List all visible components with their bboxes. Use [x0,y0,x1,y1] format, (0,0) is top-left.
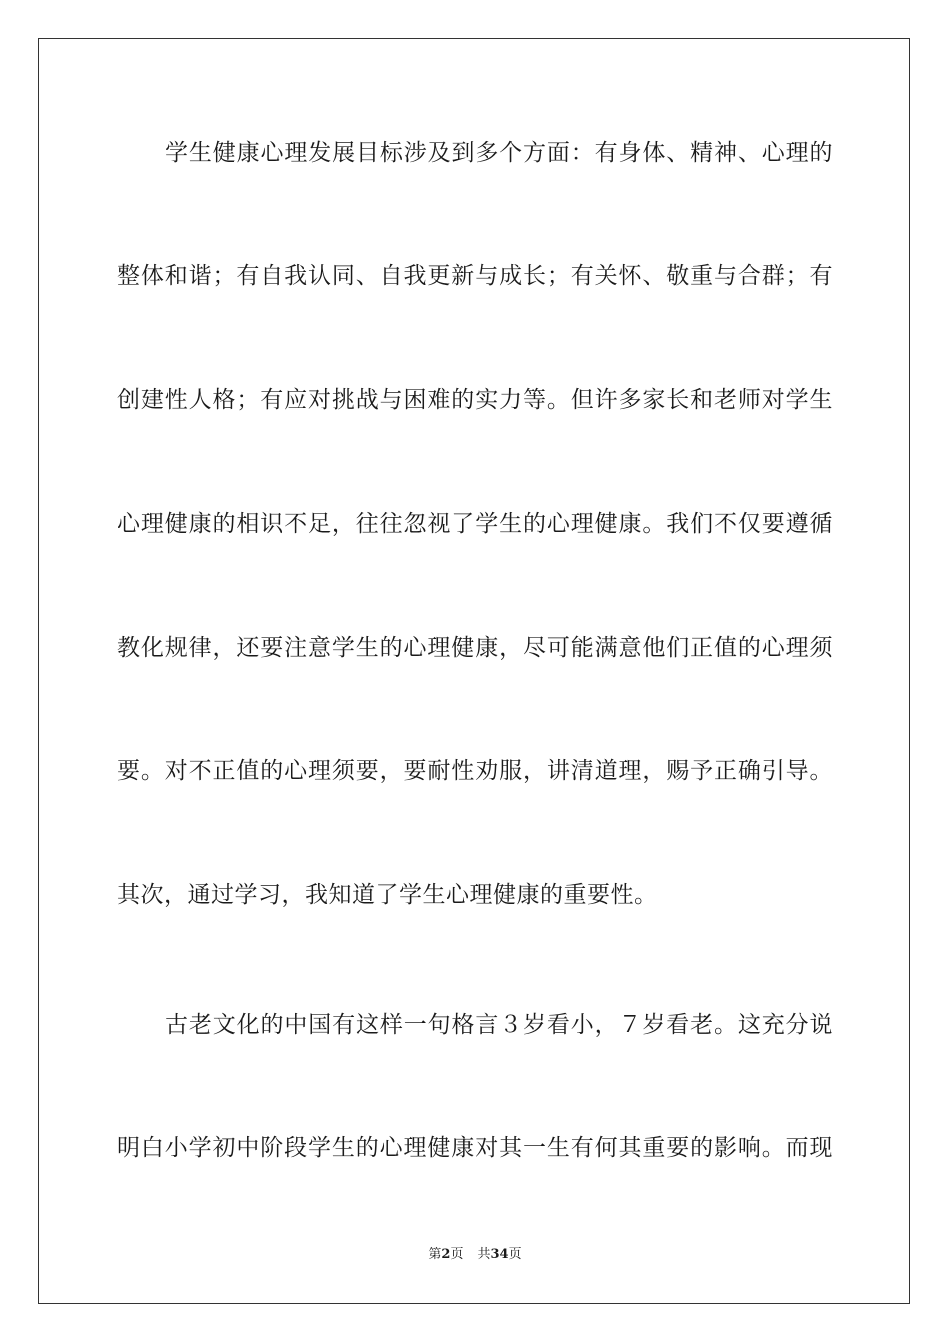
body-text-line-5: 教化规律，还要注意学生的心理健康，尽可能满意他们正值的心理须 [117,635,833,661]
body-text-line-6: 要。对不正值的心理须要，要耐性劝服，讲清道理，赐予正确引导。 [117,758,833,784]
footer-total-prefix: 共 [477,1247,491,1262]
footer-page-suffix: 页 [450,1247,464,1262]
page-footer [0,1246,950,1264]
body-text-line-7: 其次，通过学习，我知道了学生心理健康的重要性。 [117,882,658,908]
page-border [38,38,910,1304]
body-text-line-9: 明白小学初中阶段学生的心理健康对其一生有何其重要的影响。而现 [117,1135,833,1161]
total-pages-number: 34 [490,1247,509,1262]
body-text-line-8: 古老文化的中国有这样一句格言３岁看小，７岁看老。这充分说 [165,1012,833,1038]
body-text-line-1: 学生健康心理发展目标涉及到多个方面：有身体、精神、心理的 [165,140,833,166]
body-text-line-3: 创建性人格；有应对挑战与困难的实力等。但许多家长和老师对学生 [117,387,833,413]
footer-prefix: 第 [428,1247,442,1262]
body-text-line-2: 整体和谐；有自我认同、自我更新与成长；有关怀、敬重与合群；有 [117,263,833,289]
current-page-number: 2 [441,1247,451,1262]
footer-total-suffix: 页 [508,1247,522,1262]
body-text-line-4: 心理健康的相识不足，往往忽视了学生的心理健康。我们不仅要遵循 [117,511,833,537]
